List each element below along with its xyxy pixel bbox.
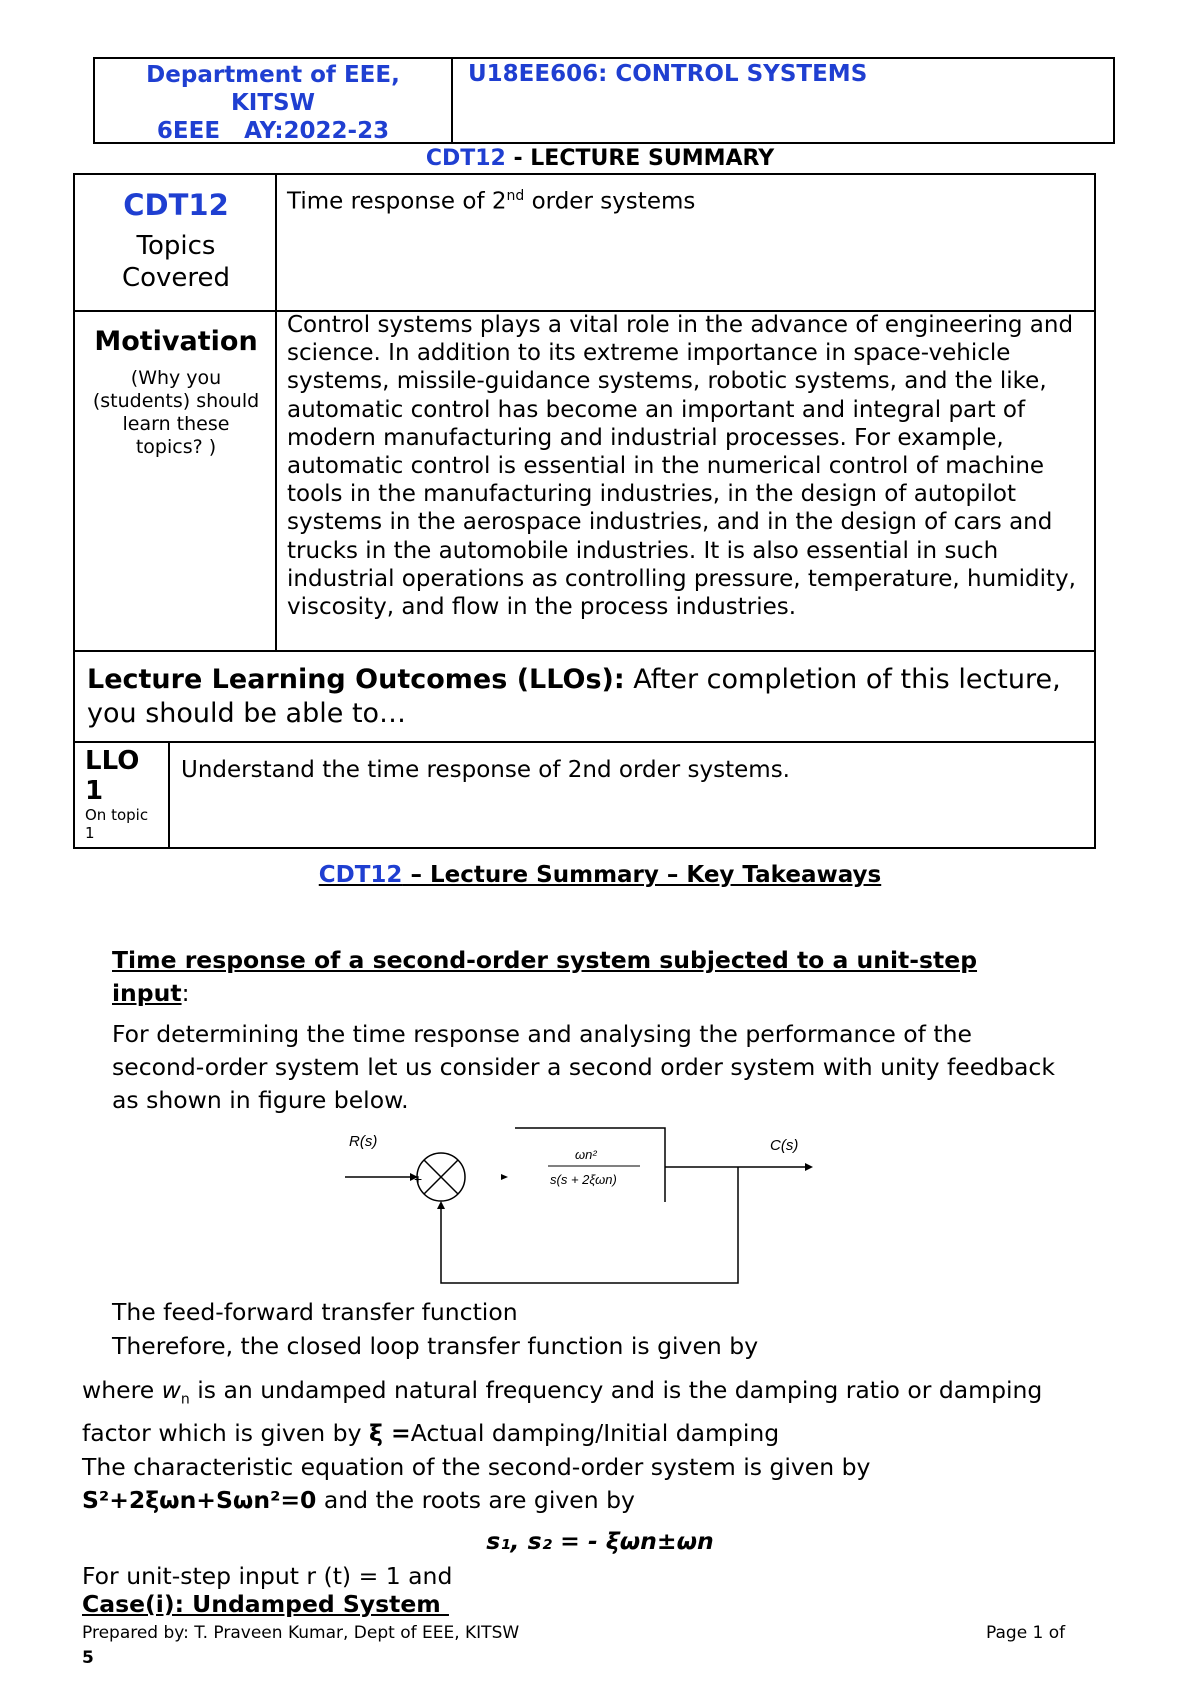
course-title: U18EE606: CONTROL SYSTEMS [468, 61, 868, 87]
motivation-sub-2: (students) should [92, 390, 260, 412]
llo-label-cell [85, 746, 148, 842]
llo-on-topic-1: On topic [85, 806, 149, 824]
output-label: C(s) [770, 1137, 799, 1154]
intro-paragraph: For determining the time response and analysing the performance of the second-order system let us consider a second order system with unity feedback as shown in figure below. [112, 1020, 1055, 1114]
column-divider [168, 741, 170, 849]
motivation-text: Control systems plays a vital role in the advance of engineering and science. In addition to its extreme importance in space-vehicle systems, missile-guidance systems, robotic systems, and the like, automatic control has become an important and integral part of modern manufacturing and industrial processes. For example, automatic control is essential in the numerical control of machine tools in the manufacturing industries, in the design of autopilot systems in the aerospace industries, and in the design of cars and trucks in the automobile industries. It is also essential in such industrial operations as controlling pressure, temperature, humidity, viscosity, and flow in the process industries. [287, 312, 1076, 621]
topic-sup: nd [506, 188, 525, 204]
wn-text-1: where [82, 1376, 162, 1404]
roots-equation: s₁, s₂ = - ξωn±ωn [486, 1527, 714, 1555]
case-heading: Case(i): Undamped System [82, 1590, 449, 1618]
dept-line-1: Department of EEE, [146, 62, 400, 88]
llo-label-2: 1 [85, 776, 104, 806]
wn-sub: n [180, 1391, 190, 1408]
page-title [0, 146, 1200, 171]
title-rest: - LECTURE SUMMARY [505, 146, 775, 171]
cdt-code: CDT12 [123, 188, 229, 222]
topics-line-1: Topics [136, 231, 216, 261]
closed-loop-text: Therefore, the closed loop transfer function is given by [112, 1332, 759, 1360]
forward-arrowhead [501, 1174, 508, 1180]
title-code: CDT12 [425, 146, 506, 171]
unit-step-text: For unit-step input r (t) = 1 and [82, 1562, 453, 1590]
char-text-1: The characteristic equation of the second-order system is given by [82, 1453, 871, 1481]
block-diagram [340, 1125, 820, 1290]
characteristic-equation-paragraph [82, 1451, 1112, 1517]
llo-on-topic-2: 1 [85, 824, 95, 842]
row-divider [75, 650, 1094, 652]
topics-covered-label [75, 230, 277, 294]
department-info [95, 59, 453, 142]
llo-text: Understand the time response of 2nd order systems. [181, 757, 790, 783]
feed-forward-text: The feed-forward transfer function [112, 1298, 518, 1326]
transfer-function-block [515, 1128, 665, 1202]
tf-denominator: s(s + 2ξωn) [550, 1172, 617, 1187]
llo-heading [87, 663, 1077, 731]
footer-page-total: 5 [82, 1648, 94, 1668]
footer-page: Page 1 of [986, 1623, 1066, 1643]
wn-text-2: is an undamped natural frequency and is the damping ratio or damping factor which is given by [82, 1376, 1043, 1447]
row-divider [75, 741, 1094, 743]
xi-symbol: ξ = [368, 1418, 411, 1447]
header-box [93, 57, 1115, 144]
dept-line-2: KITSW [230, 90, 315, 116]
llo-label-1: LLO [85, 746, 140, 776]
motivation-sub [75, 367, 277, 459]
topic-prefix: Time response of 2 [287, 188, 507, 215]
motivation-label-cell [75, 325, 277, 459]
plus-sign: + [414, 1171, 423, 1187]
cdt-label-cell [75, 188, 277, 294]
feedback-arrowhead [437, 1201, 445, 1209]
topic-suffix: order systems [524, 188, 696, 215]
motivation-sub-1: (Why you [130, 367, 222, 389]
tf-numerator: ωn² [575, 1147, 597, 1162]
llo-heading-bold: Lecture Learning Outcomes (LLOs): [87, 664, 625, 695]
topics-line-2: Covered [121, 263, 231, 293]
summary-table [73, 173, 1096, 849]
motivation-sub-4: topics? ) [135, 436, 217, 458]
motivation-label: Motivation [94, 326, 258, 357]
motivation-sub-3: learn these [122, 413, 230, 435]
natural-frequency-paragraph [82, 1374, 1112, 1450]
wn-text-3: Actual damping/Initial damping [410, 1418, 780, 1447]
characteristic-equation: S²+2ξωn+Sωn²=0 [82, 1486, 317, 1514]
footer-prepared-by: Prepared by: T. Praveen Kumar, Dept of EEE, KITSW [82, 1623, 520, 1643]
char-text-2: and the roots are given by [316, 1486, 635, 1514]
input-label: R(s) [349, 1133, 378, 1150]
section-heading-colon: : [181, 979, 190, 1007]
wn-var: w [161, 1376, 181, 1404]
summary-title [0, 862, 1200, 888]
llo-heading-rest: After completion of this lecture, you should be able to… [87, 664, 1061, 729]
summary-title-code: CDT12 [318, 862, 403, 888]
section-heading-text: Time response of a second-order system subjected to a unit-step input [112, 946, 978, 1007]
section-heading [112, 944, 1057, 1010]
dept-line-3: 6EEE AY:2022-23 [156, 118, 390, 144]
summary-title-rest: – Lecture Summary – Key Takeaways [402, 862, 882, 888]
output-arrowhead [805, 1163, 813, 1171]
topic-text [287, 188, 695, 215]
